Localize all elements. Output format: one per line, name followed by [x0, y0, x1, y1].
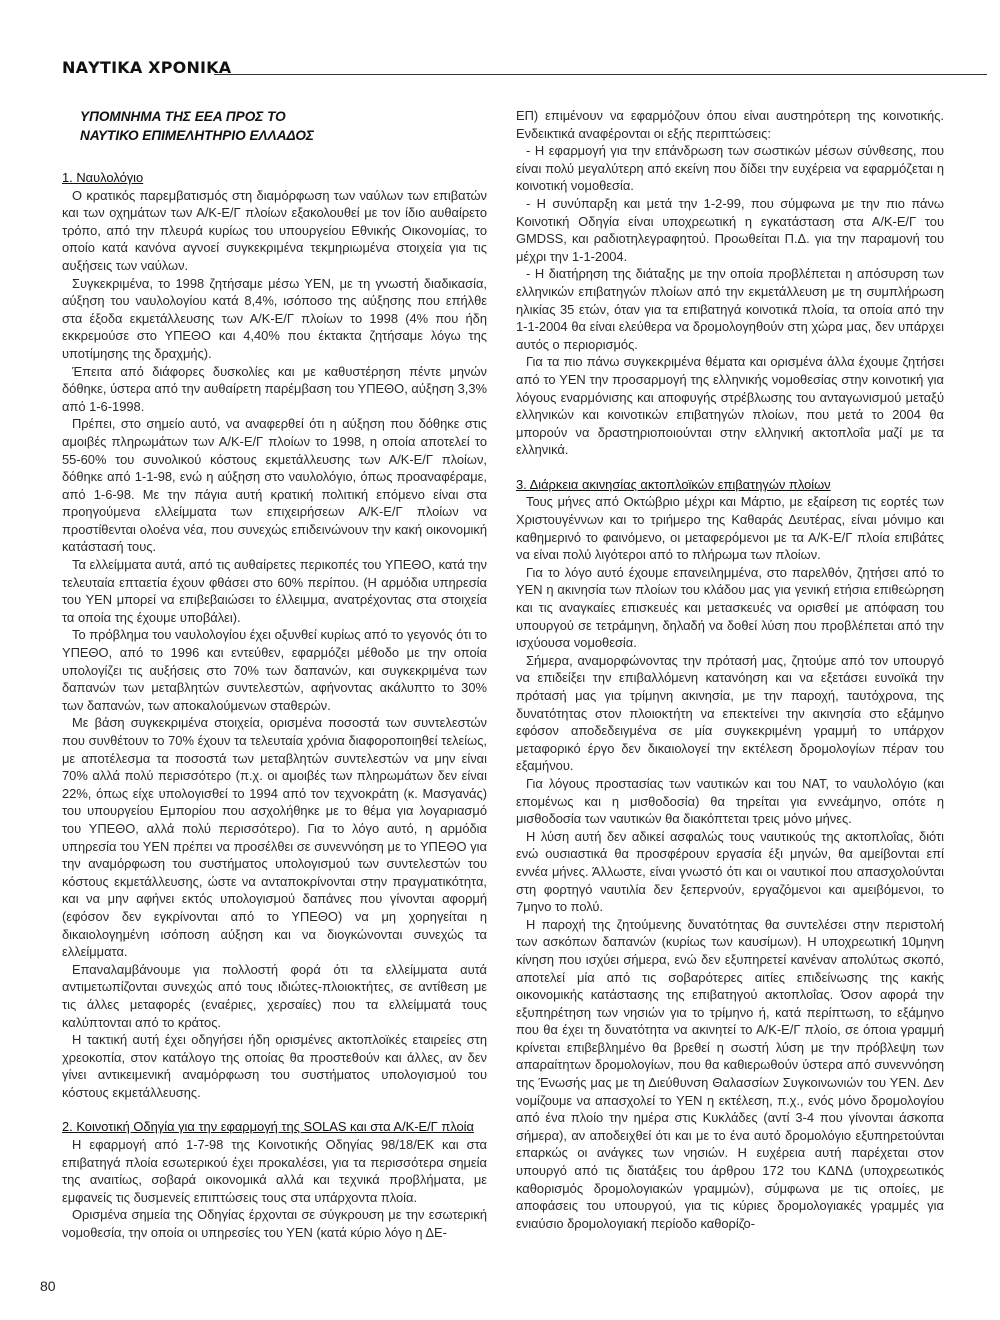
paragraph: Τους μήνες από Οκτώβριο μέχρι και Μάρτιο, με εξαίρεση τις εορτές των Χριστουγέννων και το τριήμερο της Καθαράς Δευτέρας, είναι μόνιμο και καθημερινό το φαινόμενο, οι μεταφερόμενοι με τα Α/Κ-Ε/Γ πλοία επιβάτες να είναι πολύ λιγότεροι από το πλήρωμα των πλοίων. — [516, 494, 944, 563]
page-number: 80 — [40, 1278, 56, 1294]
paragraph: Ορισμένα σημεία της Οδηγίας έρχονται σε σύγκρουση με την εσωτερική νομοθεσία, την οποία οι υπηρεσίες του ΥΕΝ (κατά κύριο λόγο η ΔΕ- — [62, 1207, 487, 1241]
paragraph: Το πρόβλημα του ναυλολογίου έχει οξυνθεί κυρίως από το γεγονός ότι το ΥΠΕΘΟ, από το 1996 και εντεύθεν, εφαρμόζει μέθοδο με την οποία υπολογίζει τις αυξήσεις στο 70% των δαπανών, και συγκεκριμένα των δαπανών των μεταβλητών συντελεστών, αφήνοντας ακάλυπτο το 30% των δαπανών, των αποκαλούμενων σταθερών. — [62, 627, 487, 713]
header-rule — [214, 74, 987, 75]
left-column — [62, 107, 487, 1242]
paragraph: - Η συνύπαρξη και μετά την 1-2-99, που σύμφωνα με την πιο πάνω Κοινοτική Οδηγία είναι υποχρεωτική η εγκατάσταση στα Α/Κ-Ε/Γ του GMDSS, και ραδιοτηλεγραφητού. Προωθείται Π.Δ. για την παραμονή του μέχρι την 1-1-2004. — [516, 195, 944, 264]
spacer — [516, 459, 944, 476]
paragraph: Η τακτική αυτή έχει οδηγήσει ήδη ορισμένες ακτοπλοϊκές εταιρείες στη χρεοκοπία, στον κατάλογο της οποίας θα προστεθούν και άλλες, αν δεν γίνει αντικειμενική αναμόρφωση του συστήματος υπολογισμού του κόστους εκμετάλλευσης. — [62, 1032, 487, 1100]
paragraph: - Η εφαρμογή για την επάνδρωση των σωστικών μέσων σύνθεσης, που είναι πολύ μεγαλύτερη από εκείνη που δίδει την ευχέρεια να εφαρμόζεται η κοινοτική νομοθεσία. — [516, 143, 944, 194]
paragraph: Με βάση συγκεκριμένα στοιχεία, ορισμένα ποσοστά των συντελεστών που συνθέτουν το 70% έχουν τα τελευταία χρόνια διαφοροποιηθεί τελείως, με αποτέλεσμα τα ποσοστά των μεταβλητών συντελεστών να μην είναι 70% αλλά πολύ περισσότερο (π.χ. οι αμοιβές των πληρωμάτων δεν είναι 22%, όπως είχε υπολογισθεί το 1994 από τον τεχνοκράτη (κ. Μασγανάς) του υπουργείου Εμπορίου που ασχολήθηκε με το θέμα για λογαριασμό του ΥΠΕΘΟ, αλλά πολύ περισσότερο). Για το λόγο αυτό, η αρμόδια υπηρεσία του ΥΕΝ πρέπει να προσέλθει σε συνεννόηση με το ΥΠΕΘΟ για την αναμόρφωση του συστήματος υπολογισμού των συντελεστών του κόστους εκμετάλλευσης, ώστε να ανταποκρίνονται στην πραγματικότητα, και να μην αφήνει εκτός υπολογισμού δαπάνες που γίνονται αφορμή (εφόσον δεν εγκρίνονται από το ΥΠΕΘΟ) να μη χορηγείται η δικαιολογημένη ισόποση αύξηση και να διογκώνονται συνεχώς τα ελλείμματα. — [62, 715, 487, 960]
paragraph: Συγκεκριμένα, το 1998 ζητήσαμε μέσω ΥΕΝ, με τη γνωστή διαδικασία, αύξηση του ναυλολογίου κατά 8,4%, ισόποσο της αύξησης που επήλθε στα έξοδα εκμετάλλευσης των Α/Κ-Ε/Γ πλοίων το 1998 (4% που ήδη εκκρεμούσε στο ΥΠΕΘΟ και 4,40% που έκτακτα ζητήσαμε λόγω της υποτίμησης της δραχμής). — [62, 275, 487, 361]
paragraph: Η λύση αυτή δεν αδικεί ασφαλώς τους ναυτικούς της ακτοπλοΐας, διότι ενώ ουσιαστικά θα προσφέρουν εργασία έξι μηνών, θα αμείβονται επί εννέα μήνες. Άλλωστε, είναι γνωστό ότι και οι ναυτικοί που απασχολούνται στη φορτηγό ναυτιλία δεν ξεπερνούν, εργαζόμενοι και αμειβόμενοι, το 7μηνο το πολύ. — [516, 828, 944, 915]
paragraph: Ο κρατικός παρεμβατισμός στη διαμόρφωση των ναύλων των επιβατών και των οχημάτων των Α/Κ-Ε/Γ πλοίων εξακολουθεί με τον ίδιο αυθαίρετο τρόπο, από την πλευρά κυρίως του υπουργείου Εθνικής Οικονομίας, το οποίο κατά κανόνα αγνοεί συγκεκριμένα τεκμηριωμένα στοιχεία για τις αυξήσεις των ναύλων. — [62, 187, 487, 273]
paragraph: Η παροχή της ζητούμενης δυνατότητας θα συντελέσει στην περιστολή των ασκόπων δαπανών (κυρίως των καυσίμων). Η υποχρεωτική 10μηνη κίνηση που ισχύει σήμερα, ενώ δεν εξυπηρετεί κανέναν απολύτως σκοπό, αποτελεί μία από τις σοβαρότερες αιτίες επιδείνωσης της κακής οικονομικής κατάστασης της επιβατηγού ακτοπλοΐας. Όσον αφορά την εξυπηρέτηση των νησιών για το τρίμηνο ή, κατά περίπτωση, το εξάμηνο που θα έχει τη δυνατότητα να ακινητεί το Α/Κ-Ε/Γ πλοίο, σε όποια γραμμή κρίνεται επιβεβλημένο θα βρεθεί η σωστή λύση με την πρόβλεψη των απαραίτητων δρομολογίων, που θα καθιερωθούν ύστερα από συνεννόηση της Ένωσής μας με τη Διεύθυνση Θαλασσίων Συγκοινωνιών του ΥΕΝ. Δεν νομίζουμε να απασχολεί το ΥΕΝ η εκτέλεση, π.χ., ενός μόνο δρομολογίου από ένα πλοίο την ημέρα στις Κυκλάδες (αντί 3-4 που γίνονται άσκοπα σήμερα), αν αποδειχθεί ότι και με το ένα αυτό δρομολόγιο εξυπηρετούνται επαρκώς οι ανάγκες των νησιών. Η ευχέρεια αυτή παρέχεται στον υπουργό από τις διατάξεις του άρθρου 172 του ΚΔΝΔ (υποχρεωτικός καθορισμός δρομολογιακών γραμμών), σύμφωνα με τις οποίες, με αποφάσεις του υπουργού, για τις κύριες δρομολογιακές γραμμές για ενιαύσιο δρομολογιακή περίοδο καθορίζο- — [516, 916, 944, 1231]
spacer — [62, 1101, 487, 1118]
paragraph: Επαναλαμβάνουμε για πολλοστή φορά ότι τα ελλείμματα αυτά αντιμετωπίζονται συνεχώς από τους ιδιώτες-πλοιοκτήτες, σε αντίθεση με τις άλλες μεταφορές (εναέριες, χερσαίες) που τα ελλείμματά τους καλύπτονται από το κράτος. — [62, 961, 487, 1030]
paragraph: Πρέπει, στο σημείο αυτό, να αναφερθεί ότι η αύξηση που δόθηκε στις αμοιβές πληρωμάτων των Α/Κ-Ε/Γ πλοίων το 1998, η οποία αποτελεί το 55-60% του συνολικού κόστους εκμετάλλευσης των Α/Κ-Ε/Γ πλοίων, δόθηκε από 1-1-98, ενώ η αύξηση στο ναυλολόγιο, όπως προαναφέραμε, από 1-6-98. Με την πάγια αυτή κρατική πολιτική επόμενο είναι στα προηγούμενα ελλείμματα των επιχειρήσεων Α/Κ-Ε/Γ πλοίων να προστίθενται ολοένα νέα, που συνεχώς επιδεινώνουν την κακή οικονομική κατάστασή τους. — [62, 416, 487, 555]
right-column — [516, 107, 944, 1232]
section-3-heading: 3. Διάρκεια ακινησίας ακτοπλοϊκών επιβατηγών πλοίων — [516, 476, 831, 492]
article-title — [80, 107, 487, 145]
section-2-heading: 2. Κοινοτική Οδηγία για την εφαρμογή της SOLAS και στα Α/Κ-Ε/Γ πλοία — [62, 1119, 474, 1135]
paragraph: Σήμερα, αναμορφώνοντας την πρότασή μας, ζητούμε από τον υπουργό να επιδείξει την επιβαλλόμενη κατανόηση και να εξετάσει ευνοϊκά την πρότασή μας για τρίμηνη ακινησία, με την παροχή, ταυτόχρονα, της δυνατότητας στον πλοιοκτήτη να επεκτείνει την ακινησία στο εξάμηνο εφόσον αποδεδειγμένα σε μία συγκεκριμένη γραμμή το υπάρχον μεταφορικό έργο δεν δικαιολογεί την εκτέλεση δρομολογίων πέραν του εξαμήνου. — [516, 652, 944, 774]
paragraph: Έπειτα από διάφορες δυσκολίες και με καθυστέρηση πέντε μηνών δόθηκε, ύστερα από την αυθαίρετη παρέμβαση του ΥΠΕΘΟ, αύξηση 3,3% από 1-6-1998. — [62, 363, 487, 414]
article-title-line-1: ΥΠΟΜΝΗΜΑ ΤΗΣ ΕΕΑ ΠΡΟΣ ΤΟ — [80, 109, 286, 124]
paragraph: Για το λόγο αυτό έχουμε επανειλημμένα, στο παρελθόν, ζητήσει από το ΥΕΝ η ακινησία των πλοίων του κλάδου μας για γενική ετήσια επιθεώρηση και τις αναγκαίες επισκευές και μετασκευές να ορισθεί με απόφαση του υπουργού σε τετράμηνη, δηλαδή να δοθεί λύση που προβλέπεται από την ισχύουσα νομοθεσία. — [516, 564, 944, 651]
paragraph: Η εφαρμογή από 1-7-98 της Κοινοτικής Οδηγίας 98/18/ΕΚ και στα επιβατηγά πλοία εσωτερικού έχει προκαλέσει, για τα περισσότερα σημεία της αναιτίως, σοβαρά οικονομικά αλλά και τεχνικά προβλήματα, με εμφανείς τις δυσμενείς επιπτώσεις τους στα υπάρχοντα πλοία. — [62, 1137, 487, 1205]
magazine-title: ΝΑΥΤΙΚΑ ΧΡΟΝΙΚΑ — [62, 58, 232, 77]
paragraph: Τα ελλείμματα αυτά, από τις αυθαίρετες περικοπές του ΥΠΕΘΟ, κατά την τελευταία επταετία έχουν φθάσει στο 60% περίπου. (Η αρμόδια υπηρεσία του ΥΕΝ μπορεί να επιβεβαιώσει το έλλειμμα, ανατρέχοντας στα στοιχεία τα οποία της έχουμε υποβάλει). — [62, 557, 487, 625]
paragraph: Για λόγους προστασίας των ναυτικών και του ΝΑΤ, το ναυλολόγιο (και επομένως και η μισθοδοσία) θα τηρείται για εννεάμηνο, οπότε η μισθοδοσία των ναυτικών θα διακόπτεται τρεις μόνο μήνες. — [516, 775, 944, 827]
article-title-line-2: ΝΑΥΤΙΚΟ ΕΠΙΜΕΛΗΤΗΡΙΟ ΕΛΛΑΔΟΣ — [80, 128, 314, 143]
page-header — [62, 58, 987, 82]
paragraph: Για τα πιο πάνω συγκεκριμένα θέματα και ορισμένα άλλα έχουμε ζητήσει από το ΥΕΝ την προσαρμογή της ελληνικής νομοθεσίας στην κοινοτική για λόγους εναρμόνισης και αποφυγής στρέβλωσης του ανταγωνισμού μεταξύ ελληνικών και κοινοτικών επιβατηγών πλοίων, που μετά το 2004 θα μπορούν να δραστηριοποιούνται στην ελληνική ακτοπλοΐα μαζί με τα ελληνικά. — [516, 354, 944, 458]
section-1-heading: 1. Ναυλολόγιο — [62, 170, 144, 185]
paragraph: - Η διατήρηση της διάταξης με την οποία προβλέπεται η απόσυρση των ελληνικών επιβατηγών πλοίων από την εκμετάλλευση με τη συμπλήρωση ηλικίας 35 ετών, όταν για τα επιβατηγά κοινοτικά πλοία, τα οποία από την 1-1-2004 θα είναι ελεύθερα να δρομολογηθούν στη χώρα μας, δεν υπάρχει αυτός ο περιορισμός. — [516, 266, 944, 352]
paragraph: ΕΠ) επιμένουν να εφαρμόζουν όπου είναι αυστηρότερη της κοινοτικής. Ενδεικτικά αναφέρονται οι εξής περιπτώσεις: — [516, 108, 944, 141]
